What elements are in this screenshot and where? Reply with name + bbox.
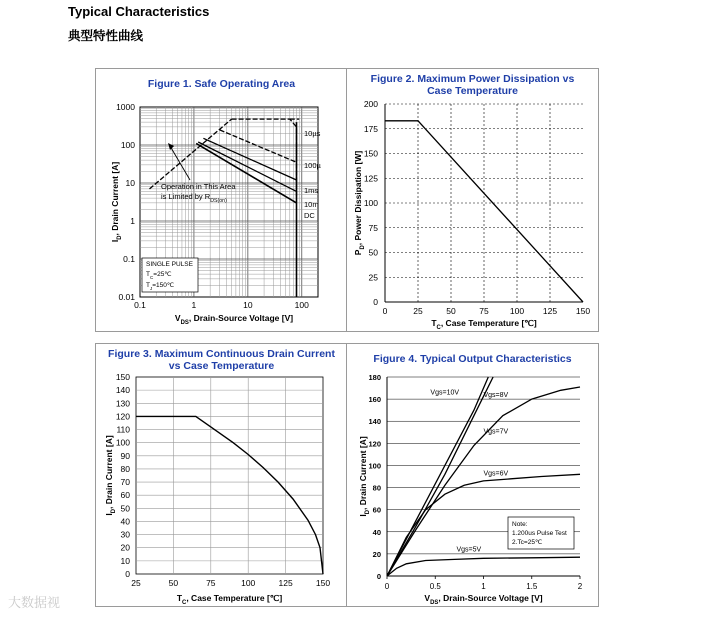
- fig3-ytick-label: 20: [120, 542, 130, 553]
- fig4-ytick-label: 160: [368, 395, 381, 405]
- fig1-ytick-label: 10: [125, 178, 135, 188]
- fig3-xtick-label: 25: [131, 578, 141, 588]
- fig2-ytick-label: 125: [363, 173, 378, 184]
- fig2-ytick-label: 75: [368, 222, 378, 233]
- fig4-note-text: 2.Tc=25℃: [512, 539, 543, 546]
- fig4-ytick-label: 40: [372, 527, 381, 537]
- fig1-series-label: 10m: [304, 200, 319, 209]
- fig4-note-text: 1.200us Pulse Test: [512, 530, 567, 537]
- fig3-xtick-label: 75: [206, 578, 216, 588]
- fig3-ylabel: $I_D$, Drain Current [A]: [104, 435, 117, 516]
- fig3-title: Figure 3. Maximum Continuous Drain Current vs Case Temperature: [108, 348, 335, 372]
- fig4-xtick-label: 2: [577, 582, 583, 591]
- fig4-xtick-label: 0.5: [429, 582, 441, 591]
- fig3-plot-area: [136, 377, 323, 574]
- fig2-xtick-label: 25: [413, 306, 423, 316]
- fig1-xlabel: $V_{DS}$, Drain-Source Voltage [V]: [174, 313, 294, 326]
- fig1-series-label: DC: [304, 211, 315, 220]
- fig3-ytick-label: 90: [120, 450, 130, 461]
- fig3-xtick-label: 100: [241, 578, 256, 588]
- fig4-ytick-label: 0: [376, 572, 381, 581]
- fig4-ytick-label: 100: [368, 461, 381, 471]
- fig3-ytick-label: 100: [115, 437, 130, 448]
- fig1-ytick-label: 0.01: [118, 292, 135, 302]
- fig3-xtick-label: 125: [278, 578, 293, 588]
- fig4-series-label: Vgs=6V: [483, 470, 509, 478]
- watermark: 大数据视: [8, 596, 61, 611]
- fig1-series-label: 100µ: [304, 161, 321, 170]
- fig2-series-pd: [385, 121, 583, 302]
- fig2-ytick-label: 0: [373, 297, 378, 307]
- fig2-xtick-label: 75: [479, 306, 489, 316]
- fig3-ytick-label: 50: [120, 503, 130, 514]
- fig1-ytick-label: 1000: [116, 102, 135, 112]
- fig3-ytick-label: 80: [120, 463, 130, 474]
- fig4-note-text: Note:: [512, 521, 528, 528]
- fig4-ytick-label: 180: [368, 373, 381, 382]
- fig3-ytick-label: 130: [115, 398, 130, 409]
- fig1-title: Figure 1. Safe Operating Area: [147, 78, 296, 90]
- fig3-xtick-label: 50: [168, 578, 179, 588]
- fig4-series-label: Vgs=7V: [483, 428, 509, 436]
- fig3-xlabel: $T_C$, Case Temperature [℃]: [176, 593, 283, 606]
- fig4-xlabel: $V_{DS}$, Drain-Source Voltage [V]: [424, 593, 543, 606]
- fig4-ytick-label: 60: [372, 505, 381, 515]
- fig3-ytick-label: 30: [120, 529, 130, 540]
- fig1-legend-text: SINGLE PULSE: [146, 261, 193, 268]
- fig1-annotation: is Limited by $R_{DS(on)}$: [161, 192, 227, 204]
- fig1-ytick-label: 100: [120, 140, 135, 150]
- fig4-ytick-label: 120: [368, 439, 381, 449]
- fig3-ytick-label: 120: [115, 411, 130, 422]
- section-subtitle: 典型特性曲线: [68, 28, 144, 43]
- fig3-ytick-label: 40: [120, 516, 130, 527]
- fig2-xtick-label: 0: [382, 306, 388, 316]
- fig1-annotation: Operation in This Area: [161, 182, 236, 191]
- fig2-ytick-label: 50: [368, 247, 378, 258]
- fig4-series-vgs5: [387, 557, 580, 576]
- fig2-ytick-label: 150: [363, 148, 378, 159]
- fig4-xtick-label: 0: [384, 582, 390, 591]
- fig4-series-label: Vgs=5V: [456, 546, 482, 554]
- fig2-ytick-label: 175: [363, 123, 378, 134]
- fig1-ylabel: $I_D$, Drain Current [A]: [110, 161, 123, 243]
- fig4-ytick-label: 140: [368, 417, 381, 427]
- fig1-series-label: 10µs: [304, 129, 321, 138]
- fig4-ytick-label: 20: [372, 549, 381, 559]
- fig1-xtick-label: 10: [243, 300, 253, 310]
- fig2-ytick-label: 25: [368, 272, 378, 283]
- fig1-xtick-label: 1: [191, 300, 197, 310]
- fig2-xtick-label: 100: [509, 306, 525, 316]
- fig3-ytick-label: 150: [115, 372, 130, 382]
- fig3-ytick-label: 0: [125, 569, 130, 579]
- fig4-xtick-label: 1: [481, 582, 486, 591]
- fig4-ylabel: $I_D$, Drain Current [A]: [358, 436, 371, 517]
- fig2-xtick-label: 150: [575, 306, 591, 316]
- fig1-ytick-label: 1: [130, 216, 135, 226]
- fig3-ytick-label: 70: [120, 477, 130, 488]
- fig4-xtick-label: 1.5: [526, 582, 538, 591]
- fig2-title: Figure 2. Maximum Power Dissipation vs Case Temperature: [370, 73, 575, 97]
- fig3-ytick-label: 140: [115, 385, 130, 396]
- fig4-title: Figure 4. Typical Output Characteristics: [373, 353, 572, 365]
- fig1-xtick-label: 0.1: [134, 300, 146, 310]
- fig2-xtick-label: 50: [446, 306, 456, 316]
- fig3-ytick-label: 60: [120, 490, 130, 501]
- fig4-series-label: Vgs=10V: [430, 389, 460, 397]
- fig2-ylabel: $P_D$, Power Dissipation [W]: [353, 150, 366, 256]
- fig4-series-label: Vgs=8V: [483, 391, 509, 399]
- fig2-xtick-label: 125: [542, 306, 558, 316]
- fig4-ytick-label: 80: [372, 483, 381, 493]
- fig3-ytick-label: 10: [120, 555, 130, 566]
- fig3-ytick-label: 110: [116, 424, 130, 435]
- fig1-series-label: 1ms: [304, 186, 319, 195]
- fig1-ytick-label: 0.1: [123, 254, 135, 264]
- section-title: Typical Characteristics: [68, 4, 210, 19]
- fig2-xlabel: $T_C$, Case Temperature [℃]: [431, 318, 537, 331]
- fig1-legend-text: $T_C=25℃$: [146, 271, 172, 280]
- fig3-xtick-label: 150: [315, 578, 331, 588]
- fig1-legend-text: $T_J=150℃$: [146, 282, 175, 291]
- fig2-ytick-label: 200: [363, 99, 378, 109]
- fig1-xtick-label: 100: [294, 300, 309, 310]
- fig2-ytick-label: 100: [363, 198, 378, 208]
